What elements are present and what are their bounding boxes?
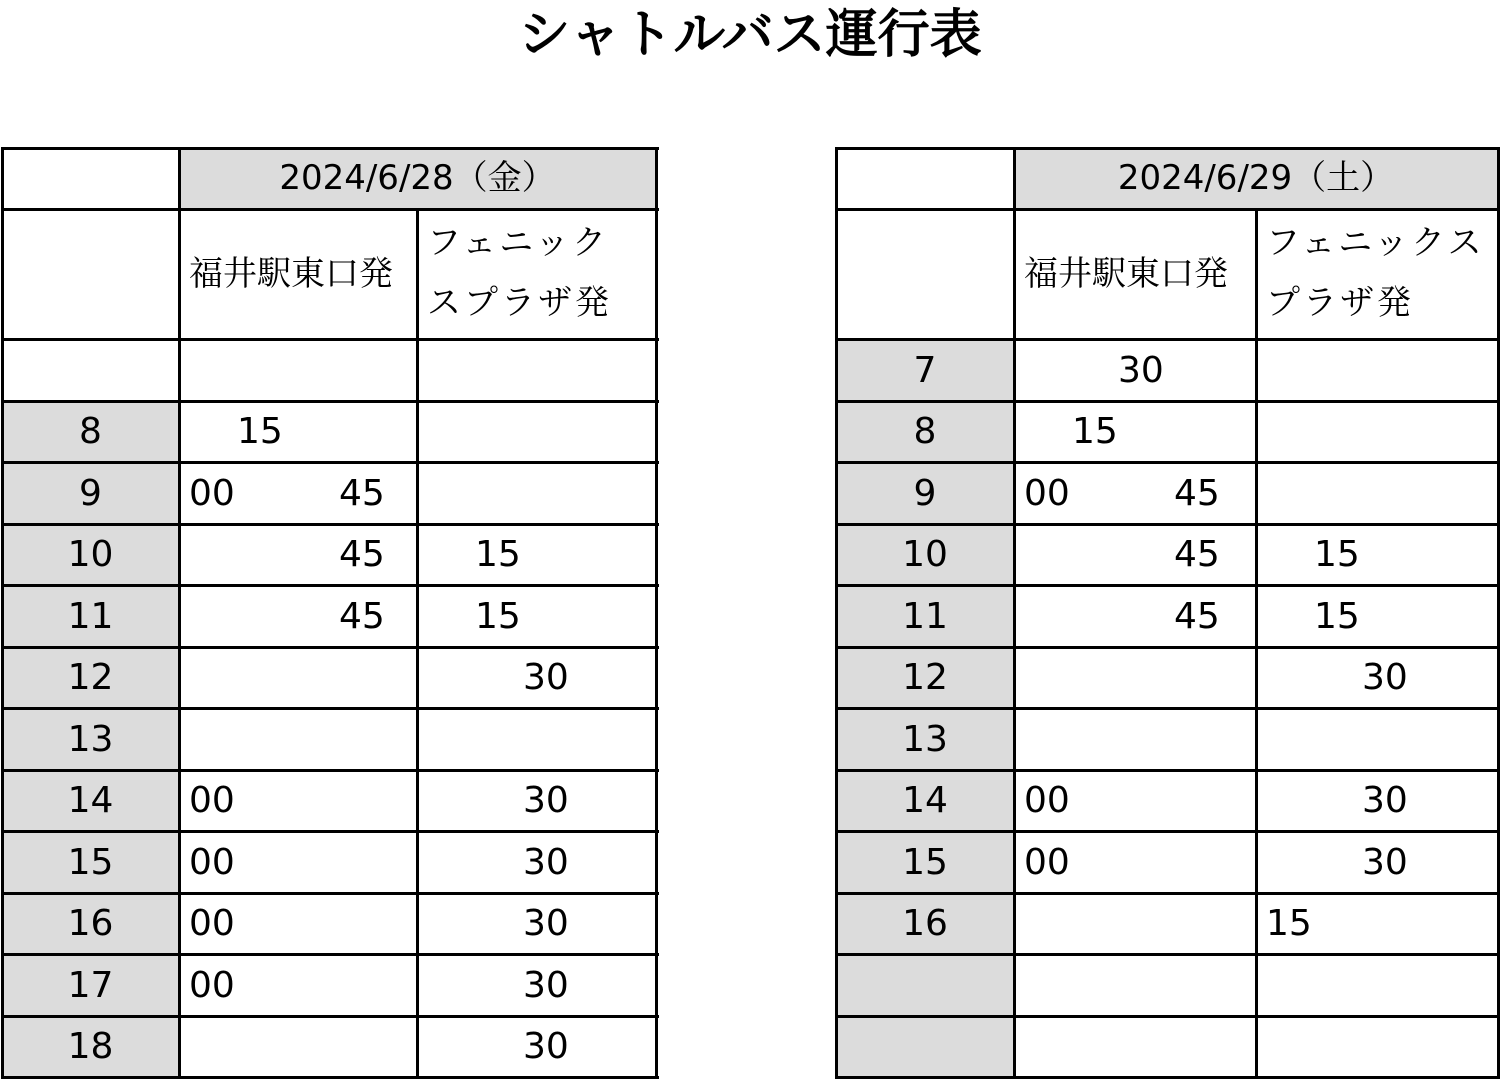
hour-label: 12 (902, 657, 948, 699)
hour-label: 15 (67, 841, 114, 883)
grid-line (836, 208, 1500, 211)
departure-minute: 30 (523, 780, 569, 822)
date-label: 2024/6/28（金） (279, 158, 556, 198)
column-header-fukui-station: 福井駅東口発 (189, 254, 393, 294)
hour-label: 11 (67, 595, 114, 637)
hour-label: 14 (67, 780, 114, 822)
grid-line (835, 147, 838, 1079)
hour-label: 9 (79, 472, 102, 514)
grid-line (2, 1015, 659, 1018)
grid-line (836, 523, 1500, 526)
grid-line (2, 830, 659, 833)
hour-label: 16 (902, 903, 948, 945)
grid-line (416, 208, 419, 1079)
departure-minute: 00 (189, 841, 235, 883)
column-header-phoenix-plaza-line: フェニック (427, 223, 609, 263)
hour-cell (836, 1016, 1014, 1078)
hour-label: 7 (913, 349, 937, 391)
grid-line (2, 461, 659, 464)
hour-label: 13 (902, 718, 948, 760)
hour-cell (2, 954, 179, 1016)
grid-line (2, 646, 659, 649)
grid-line (2, 400, 659, 403)
departure-minute: 45 (339, 534, 385, 576)
departure-minute: 00 (1024, 841, 1070, 883)
timetable-friday (2, 148, 656, 1077)
hour-label: 10 (67, 534, 114, 576)
grid-line (836, 147, 1500, 150)
hour-cell (2, 401, 179, 463)
hour-label: 16 (67, 903, 114, 945)
departure-minute: 30 (523, 1026, 569, 1068)
departure-minute: 30 (523, 903, 569, 945)
hour-cell (2, 1016, 179, 1078)
hour-cell (836, 708, 1014, 770)
column-header-phoenix-plaza-line: フェニックス (1266, 223, 1485, 263)
grid-line (836, 707, 1500, 710)
grid-line (836, 769, 1500, 772)
grid-line (836, 338, 1500, 341)
grid-line (2, 892, 659, 895)
departure-minute: 45 (339, 472, 385, 514)
hour-cell (2, 770, 179, 832)
grid-line (836, 1015, 1500, 1018)
page-title: シャトルバス運行表 (518, 5, 982, 65)
hour-label: 12 (67, 657, 114, 699)
hour-cell (2, 585, 179, 647)
column-header-phoenix-plaza-line: スプラザ発 (427, 283, 612, 323)
grid-line (2, 147, 659, 150)
departure-minute: 30 (1362, 780, 1408, 822)
departure-minute: 15 (475, 534, 521, 576)
grid-line (1013, 147, 1016, 1079)
date-header (1014, 148, 1498, 209)
grid-line (2, 338, 659, 341)
grid-line (836, 892, 1500, 895)
grid-line (178, 147, 181, 1079)
departure-minute: 00 (189, 780, 235, 822)
departure-minute: 30 (1362, 841, 1408, 883)
departure-minute: 00 (1024, 472, 1070, 514)
hour-cell (836, 954, 1014, 1016)
grid-line (2, 769, 659, 772)
departure-minute: 15 (1314, 534, 1360, 576)
hour-cell (2, 831, 179, 893)
hour-cell (2, 339, 179, 401)
departure-minute: 30 (1362, 657, 1408, 699)
grid-line (2, 707, 659, 710)
hour-label: 11 (902, 595, 948, 637)
departure-minute: 15 (1314, 595, 1360, 637)
departure-minute: 30 (523, 964, 569, 1006)
hour-cell (836, 585, 1014, 647)
hour-cell (836, 647, 1014, 709)
departure-minute: 45 (1174, 595, 1220, 637)
hour-label: 9 (913, 472, 937, 514)
hour-cell (836, 462, 1014, 524)
hour-label: 14 (902, 780, 948, 822)
hour-label: 17 (67, 964, 114, 1006)
departure-minute: 30 (523, 841, 569, 883)
hour-label: 13 (67, 718, 114, 760)
hour-label: 18 (67, 1026, 114, 1068)
departure-minute: 00 (189, 472, 235, 514)
departure-minute: 45 (1174, 472, 1220, 514)
departure-minute: 30 (523, 657, 569, 699)
grid-line (836, 461, 1500, 464)
grid-line (655, 147, 658, 1079)
departure-minute: 15 (1072, 411, 1118, 453)
grid-line (2, 523, 659, 526)
grid-line (2, 584, 659, 587)
hour-cell (2, 708, 179, 770)
grid-line (2, 208, 659, 211)
hour-cell (836, 401, 1014, 463)
grid-line (836, 584, 1500, 587)
hour-label: 10 (902, 534, 948, 576)
hour-label: 15 (902, 841, 948, 883)
grid-line (2, 953, 659, 956)
hour-cell (836, 831, 1014, 893)
departure-minute: 15 (237, 411, 283, 453)
hour-label: 8 (913, 411, 937, 453)
hour-label: 8 (79, 411, 102, 453)
column-header-phoenix-plaza-line: プラザ発 (1266, 283, 1414, 323)
departure-minute: 00 (189, 964, 235, 1006)
grid-line (836, 646, 1500, 649)
hour-cell (2, 524, 179, 586)
hour-cell (836, 339, 1014, 401)
departure-minute: 15 (475, 595, 521, 637)
timetable-saturday (836, 148, 1498, 1077)
hour-cell (836, 524, 1014, 586)
hour-cell (2, 462, 179, 524)
grid-line (836, 953, 1500, 956)
hour-cell (2, 893, 179, 955)
date-header (179, 148, 656, 209)
grid-line (836, 830, 1500, 833)
column-header-fukui-station: 福井駅東口発 (1024, 254, 1228, 294)
hour-cell (836, 893, 1014, 955)
departure-minute: 45 (339, 595, 385, 637)
grid-line (836, 400, 1500, 403)
departure-minute: 45 (1174, 534, 1220, 576)
departure-minute: 00 (189, 903, 235, 945)
departure-minute: 15 (1266, 903, 1312, 945)
hour-cell (836, 770, 1014, 832)
grid-line (1, 147, 4, 1079)
hour-cell (2, 647, 179, 709)
date-label: 2024/6/29（土） (1117, 158, 1395, 198)
grid-line (1255, 208, 1258, 1079)
departure-minute: 30 (1118, 349, 1164, 391)
departure-minute: 00 (1024, 780, 1070, 822)
